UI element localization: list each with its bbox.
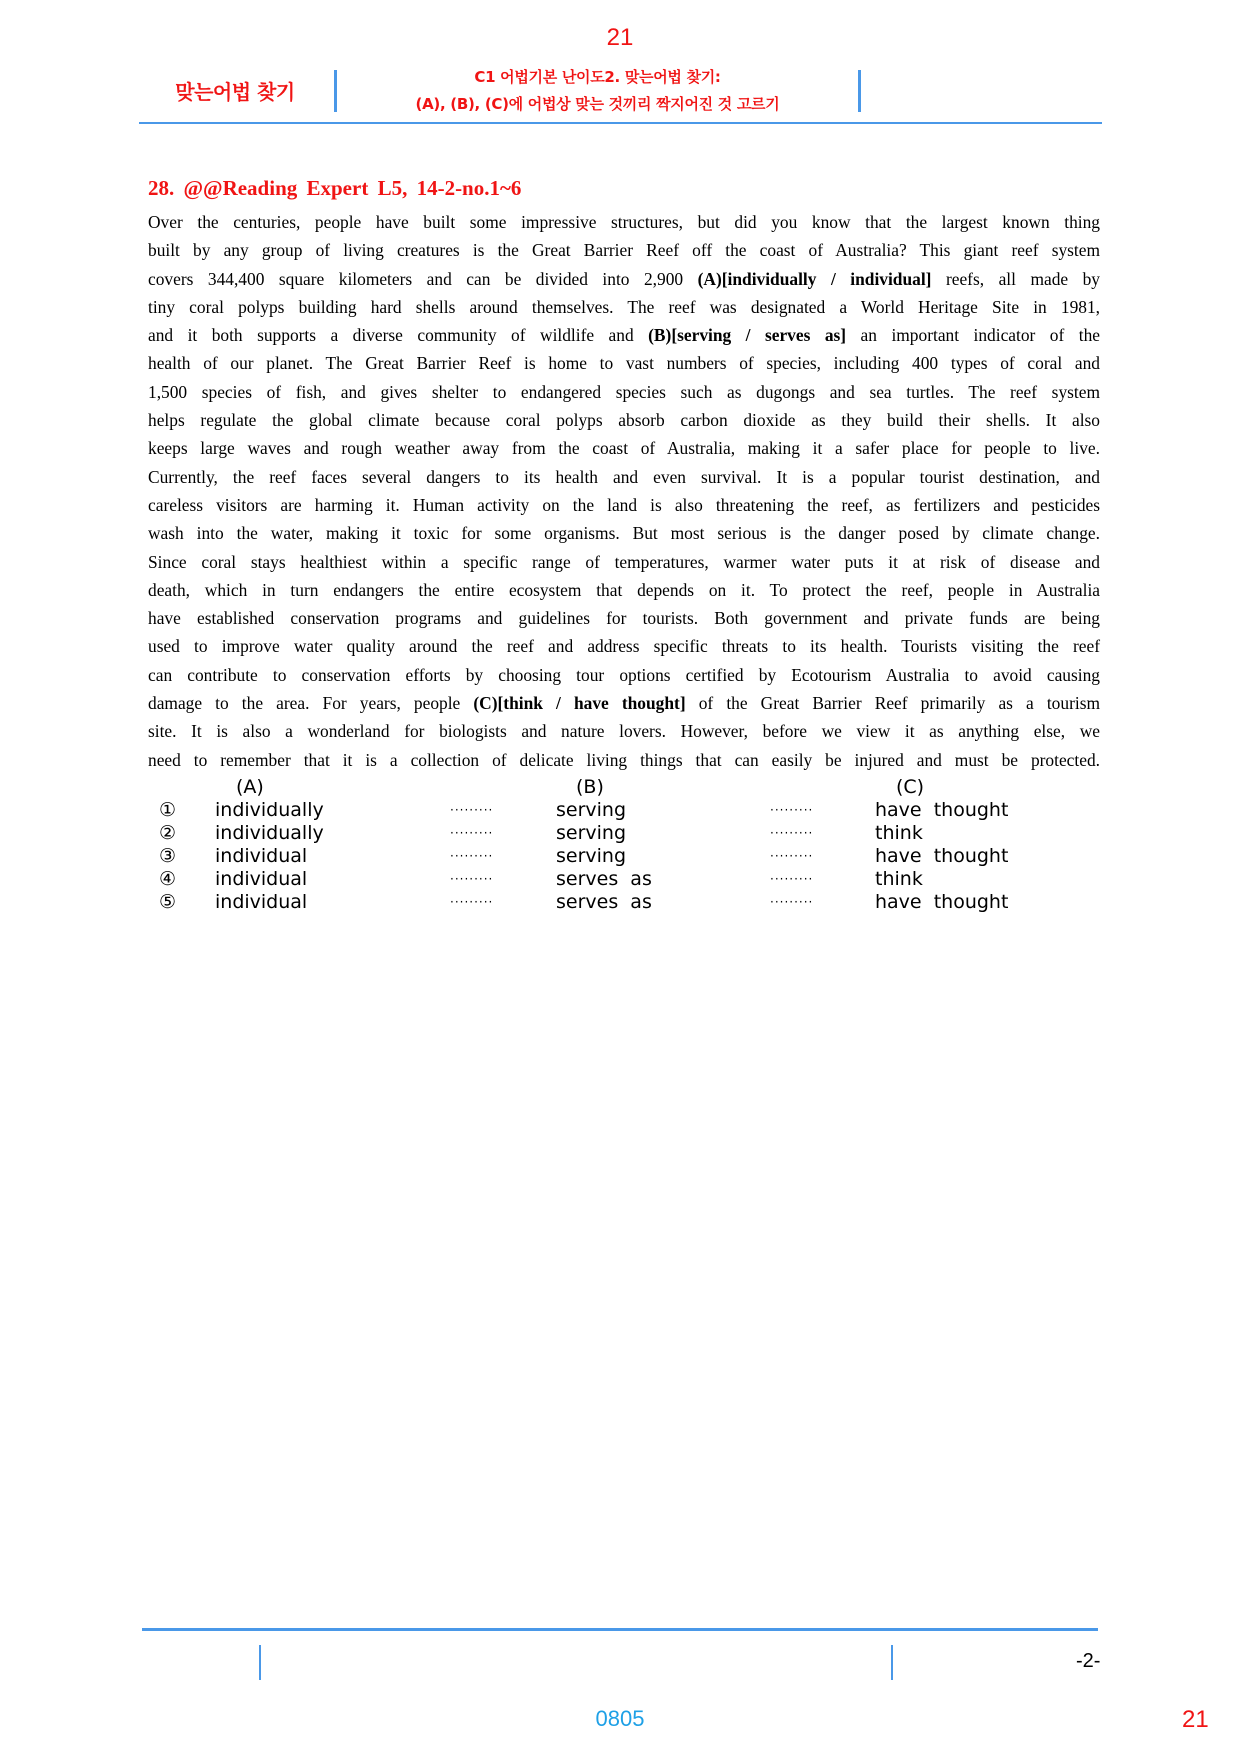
passage-text: careless visitors are harming it. Human activity on the land is also threatening the reef, as fertilizers and pesticides	[148, 494, 1100, 515]
passage-text: damage to the area. For years, people	[148, 693, 474, 714]
passage-text: tiny coral polyps building hard shells around themselves. The reef was designated a World Heritage Site in 1981,	[148, 296, 1100, 317]
blank-choice: (A)[individually / individual]	[697, 268, 932, 289]
option-number: ③	[159, 845, 177, 867]
passage-line	[148, 661, 1100, 689]
footer-rule	[142, 1628, 1098, 1631]
passage-text: have established conservation programs and guidelines for tourists. Both government and private funds are being	[148, 608, 1100, 629]
passage-text: built by any group of living creatures is the Great Barrier Reef off the coast of Australia? This giant reef system	[148, 240, 1100, 261]
passage-text: 1,500 species of fish, and gives shelter to endangered species such as dugongs and sea turtles. The reef system	[148, 381, 1100, 402]
options-header-b: (B)	[576, 776, 604, 798]
passage-text: Over the centuries, people have built some impressive structures, but did you know that the largest known thing	[148, 212, 1100, 232]
passage-text: keeps large waves and rough weather away from the coast of Australia, making it a safer place for people to live.	[148, 438, 1100, 459]
passage-text: health of our planet. The Great Barrier Reef is home to vast numbers of species, including 400 types of coral and	[148, 353, 1100, 374]
blank-choice: (C)[think / have thought]	[473, 693, 686, 714]
leader-dots: ·········	[770, 895, 814, 909]
passage-text: an important indicator of the	[846, 325, 1101, 346]
option-c-value: have thought	[875, 891, 1009, 913]
passage-text: reefs, all made by	[931, 268, 1100, 289]
options-header-a: (A)	[236, 776, 264, 798]
option-b-value: serves as	[556, 868, 652, 890]
answer-options	[148, 776, 1088, 914]
leader-dots: ·········	[450, 849, 494, 863]
footer-page-number: 21	[1182, 1706, 1209, 1733]
passage	[148, 208, 1100, 774]
option-5[interactable]	[148, 891, 1088, 914]
option-a-value: individual	[215, 845, 308, 867]
passage-line	[148, 434, 1100, 462]
passage-line	[148, 491, 1100, 519]
passage-line	[148, 236, 1100, 264]
passage-line	[148, 576, 1100, 604]
footer-code: 0805	[595, 1706, 645, 1731]
leader-dots: ·········	[770, 849, 814, 863]
passage-text: helps regulate the global climate because coral polyps absorb carbon dioxide as they build their shells. It also	[148, 410, 1100, 431]
option-a-value: individually	[215, 799, 324, 821]
footer-divider-left	[259, 1645, 261, 1680]
passage-text: wash into the water, making it toxic for some organisms. But most serious is the danger posed by climate change.	[148, 523, 1100, 544]
passage-text: need to remember that it is a collection of delicate living things that can easily be injured and must be protected.	[148, 749, 1100, 770]
option-number: ②	[159, 822, 177, 844]
passage-line	[148, 717, 1100, 745]
options-header-c: (C)	[896, 776, 925, 798]
passage-line	[148, 265, 1100, 293]
passage-text: Since coral stays healthiest within a specific range of temperatures, warmer water puts it at risk of disease and	[148, 551, 1100, 572]
header-divider-left	[334, 70, 337, 112]
passage-line	[148, 378, 1100, 406]
section-title: 맞는어법 찾기	[175, 80, 295, 104]
option-b-value: serving	[556, 799, 627, 821]
passage-line	[148, 604, 1100, 632]
option-a-value: individual	[215, 868, 308, 890]
leader-dots: ·········	[770, 872, 814, 886]
passage-text: site. It is also a wonderland for biologists and nature lovers. However, before we view it as anything else, we	[148, 721, 1100, 742]
passage-line	[148, 632, 1100, 660]
option-c-value: think	[875, 868, 923, 890]
options-header-row	[148, 776, 1088, 799]
passage-text: and it both supports a diverse community of wildlife and	[148, 325, 649, 346]
question-title: 28. @@Reading Expert L5, 14-2-no.1~6	[148, 176, 522, 200]
header-rule	[139, 122, 1102, 124]
option-3[interactable]	[148, 845, 1088, 868]
footer-page-marker: -2-	[1076, 1650, 1101, 1672]
passage-text: of the Great Barrier Reef primarily as a tourism	[685, 693, 1100, 714]
option-number: ⑤	[159, 891, 177, 913]
passage-line	[148, 208, 1100, 236]
blank-choice: (B)[serving / serves as]	[648, 325, 847, 346]
option-b-value: serves as	[556, 891, 652, 913]
header-divider-right	[858, 70, 861, 112]
leader-dots: ·········	[450, 803, 494, 817]
option-c-value: have thought	[875, 799, 1009, 821]
passage-line	[148, 746, 1100, 774]
leader-dots: ·········	[770, 803, 814, 817]
option-c-value: have thought	[875, 845, 1009, 867]
passage-line	[148, 689, 1100, 717]
passage-line	[148, 463, 1100, 491]
passage-text: covers 344,400 square kilometers and can be divided into 2,900	[148, 268, 698, 289]
option-1[interactable]	[148, 799, 1088, 822]
passage-line	[148, 321, 1100, 349]
passage-text: death, which in turn endangers the entire ecosystem that depends on it. To protect the reef, people in Australia	[148, 579, 1100, 600]
option-b-value: serving	[556, 822, 627, 844]
option-a-value: individually	[215, 822, 324, 844]
footer-divider-right	[891, 1645, 893, 1680]
option-a-value: individual	[215, 891, 308, 913]
option-number: ①	[159, 799, 177, 821]
leader-dots: ·········	[450, 872, 494, 886]
option-number: ④	[159, 868, 177, 890]
passage-line	[148, 548, 1100, 576]
header-subtitle-line1: C1 어법기본 난이도2. 맞는어법 찾기:	[474, 68, 721, 86]
leader-dots: ·········	[450, 826, 494, 840]
passage-text: can contribute to conservation efforts by choosing tour options certified by Ecotourism Australia to avoid causing	[148, 664, 1100, 685]
option-b-value: serving	[556, 845, 627, 867]
passage-line	[148, 293, 1100, 321]
option-2[interactable]	[148, 822, 1088, 845]
top-page-number: 21	[606, 24, 634, 51]
passage-text: Currently, the reef faces several dangers to its health and even survival. It is a popular tourist destination, and	[148, 466, 1100, 487]
passage-line	[148, 406, 1100, 434]
passage-line	[148, 349, 1100, 377]
option-c-value: think	[875, 822, 923, 844]
header-subtitle-line2: (A), (B), (C)에 어법상 맞는 것끼리 짝지어진 것 고르기	[415, 95, 780, 113]
leader-dots: ·········	[770, 826, 814, 840]
passage-text: used to improve water quality around the reef and address specific threats to its health. Tourists visiting the reef	[148, 636, 1100, 657]
passage-line	[148, 519, 1100, 547]
leader-dots: ·········	[450, 895, 494, 909]
option-4[interactable]	[148, 868, 1088, 891]
